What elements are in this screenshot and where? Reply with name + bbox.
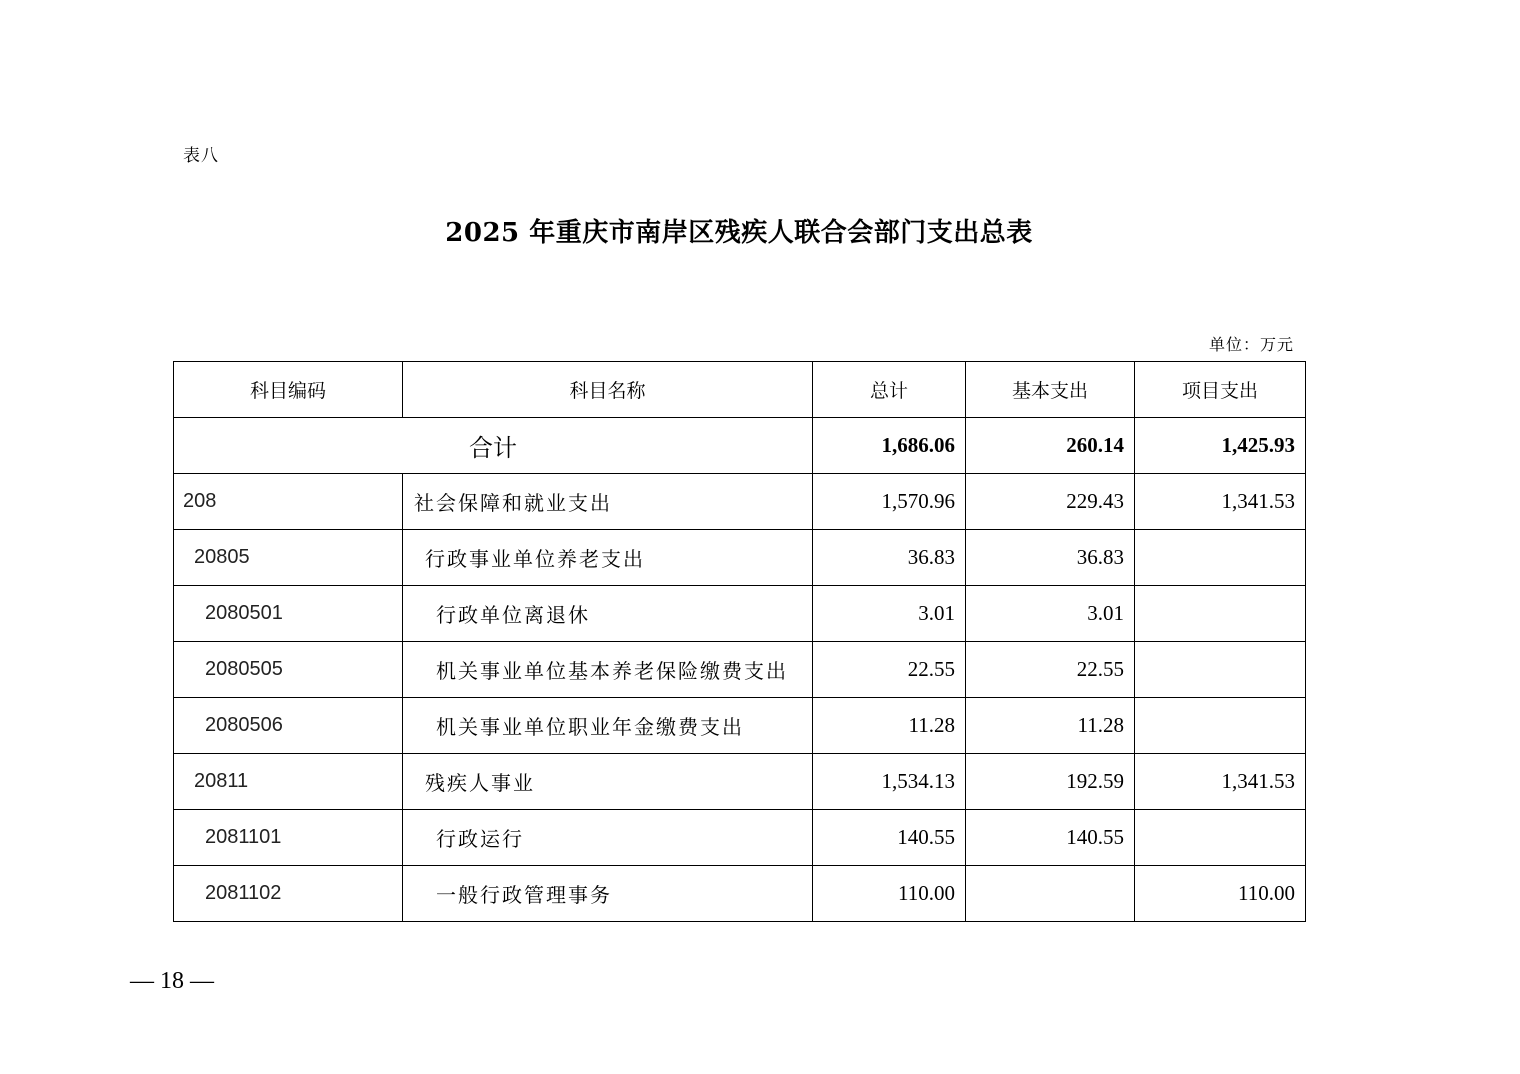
row-name: 残疾人事业: [403, 754, 813, 810]
column-header-basic: 基本支出: [966, 362, 1135, 418]
total-sum: 1,686.06: [813, 418, 966, 474]
table-row: [174, 642, 1306, 698]
table-row: [174, 698, 1306, 754]
column-header-total: 总计: [813, 362, 966, 418]
row-total: 22.55: [813, 642, 966, 698]
row-project: [1135, 698, 1306, 754]
row-code: 2081102: [174, 866, 403, 922]
total-project: 1,425.93: [1135, 418, 1306, 474]
row-total: 1,570.96: [813, 474, 966, 530]
document-title: 2025 年重庆市南岸区残疾人联合会部门支出总表: [445, 218, 1033, 248]
table-row: [174, 754, 1306, 810]
column-header-name: 科目名称: [403, 362, 813, 418]
row-basic: [966, 866, 1135, 922]
row-basic: 140.55: [966, 810, 1135, 866]
row-total: 1,534.13: [813, 754, 966, 810]
table-row: [174, 474, 1306, 530]
row-name: 行政运行: [403, 810, 813, 866]
row-name: 机关事业单位基本养老保险缴费支出: [403, 642, 813, 698]
row-project: [1135, 586, 1306, 642]
row-total: 3.01: [813, 586, 966, 642]
column-header-project: 项目支出: [1135, 362, 1306, 418]
row-total: 11.28: [813, 698, 966, 754]
total-row: [174, 418, 1306, 474]
row-code: 20811: [174, 754, 403, 810]
row-code: 2081101: [174, 810, 403, 866]
row-code: 2080501: [174, 586, 403, 642]
table-row: [174, 866, 1306, 922]
page-number: — 18 —: [130, 968, 214, 994]
row-project: 1,341.53: [1135, 474, 1306, 530]
row-basic: 11.28: [966, 698, 1135, 754]
row-name: 社会保障和就业支出: [403, 474, 813, 530]
row-name: 一般行政管理事务: [403, 866, 813, 922]
expenditure-table: [173, 361, 1306, 922]
row-basic: 3.01: [966, 586, 1135, 642]
row-name: 行政单位离退休: [403, 586, 813, 642]
row-basic: 22.55: [966, 642, 1135, 698]
row-code: 2080505: [174, 642, 403, 698]
unit-label: 单位：万元: [1208, 335, 1294, 354]
row-project: [1135, 530, 1306, 586]
total-label: 合计: [174, 418, 813, 474]
row-project: [1135, 642, 1306, 698]
row-project: 110.00: [1135, 866, 1306, 922]
row-total: 36.83: [813, 530, 966, 586]
row-basic: 192.59: [966, 754, 1135, 810]
header-row: [174, 362, 1306, 418]
row-basic: 36.83: [966, 530, 1135, 586]
row-code: 2080506: [174, 698, 403, 754]
row-total: 110.00: [813, 866, 966, 922]
table-label: 表八: [183, 146, 219, 166]
table-row: [174, 586, 1306, 642]
row-basic: 229.43: [966, 474, 1135, 530]
total-basic: 260.14: [966, 418, 1135, 474]
row-total: 140.55: [813, 810, 966, 866]
column-header-code: 科目编码: [174, 362, 403, 418]
table-row: [174, 810, 1306, 866]
row-name: 机关事业单位职业年金缴费支出: [403, 698, 813, 754]
row-name: 行政事业单位养老支出: [403, 530, 813, 586]
row-code: 20805: [174, 530, 403, 586]
table-row: [174, 530, 1306, 586]
row-project: 1,341.53: [1135, 754, 1306, 810]
row-code: 208: [174, 474, 403, 530]
row-project: [1135, 810, 1306, 866]
